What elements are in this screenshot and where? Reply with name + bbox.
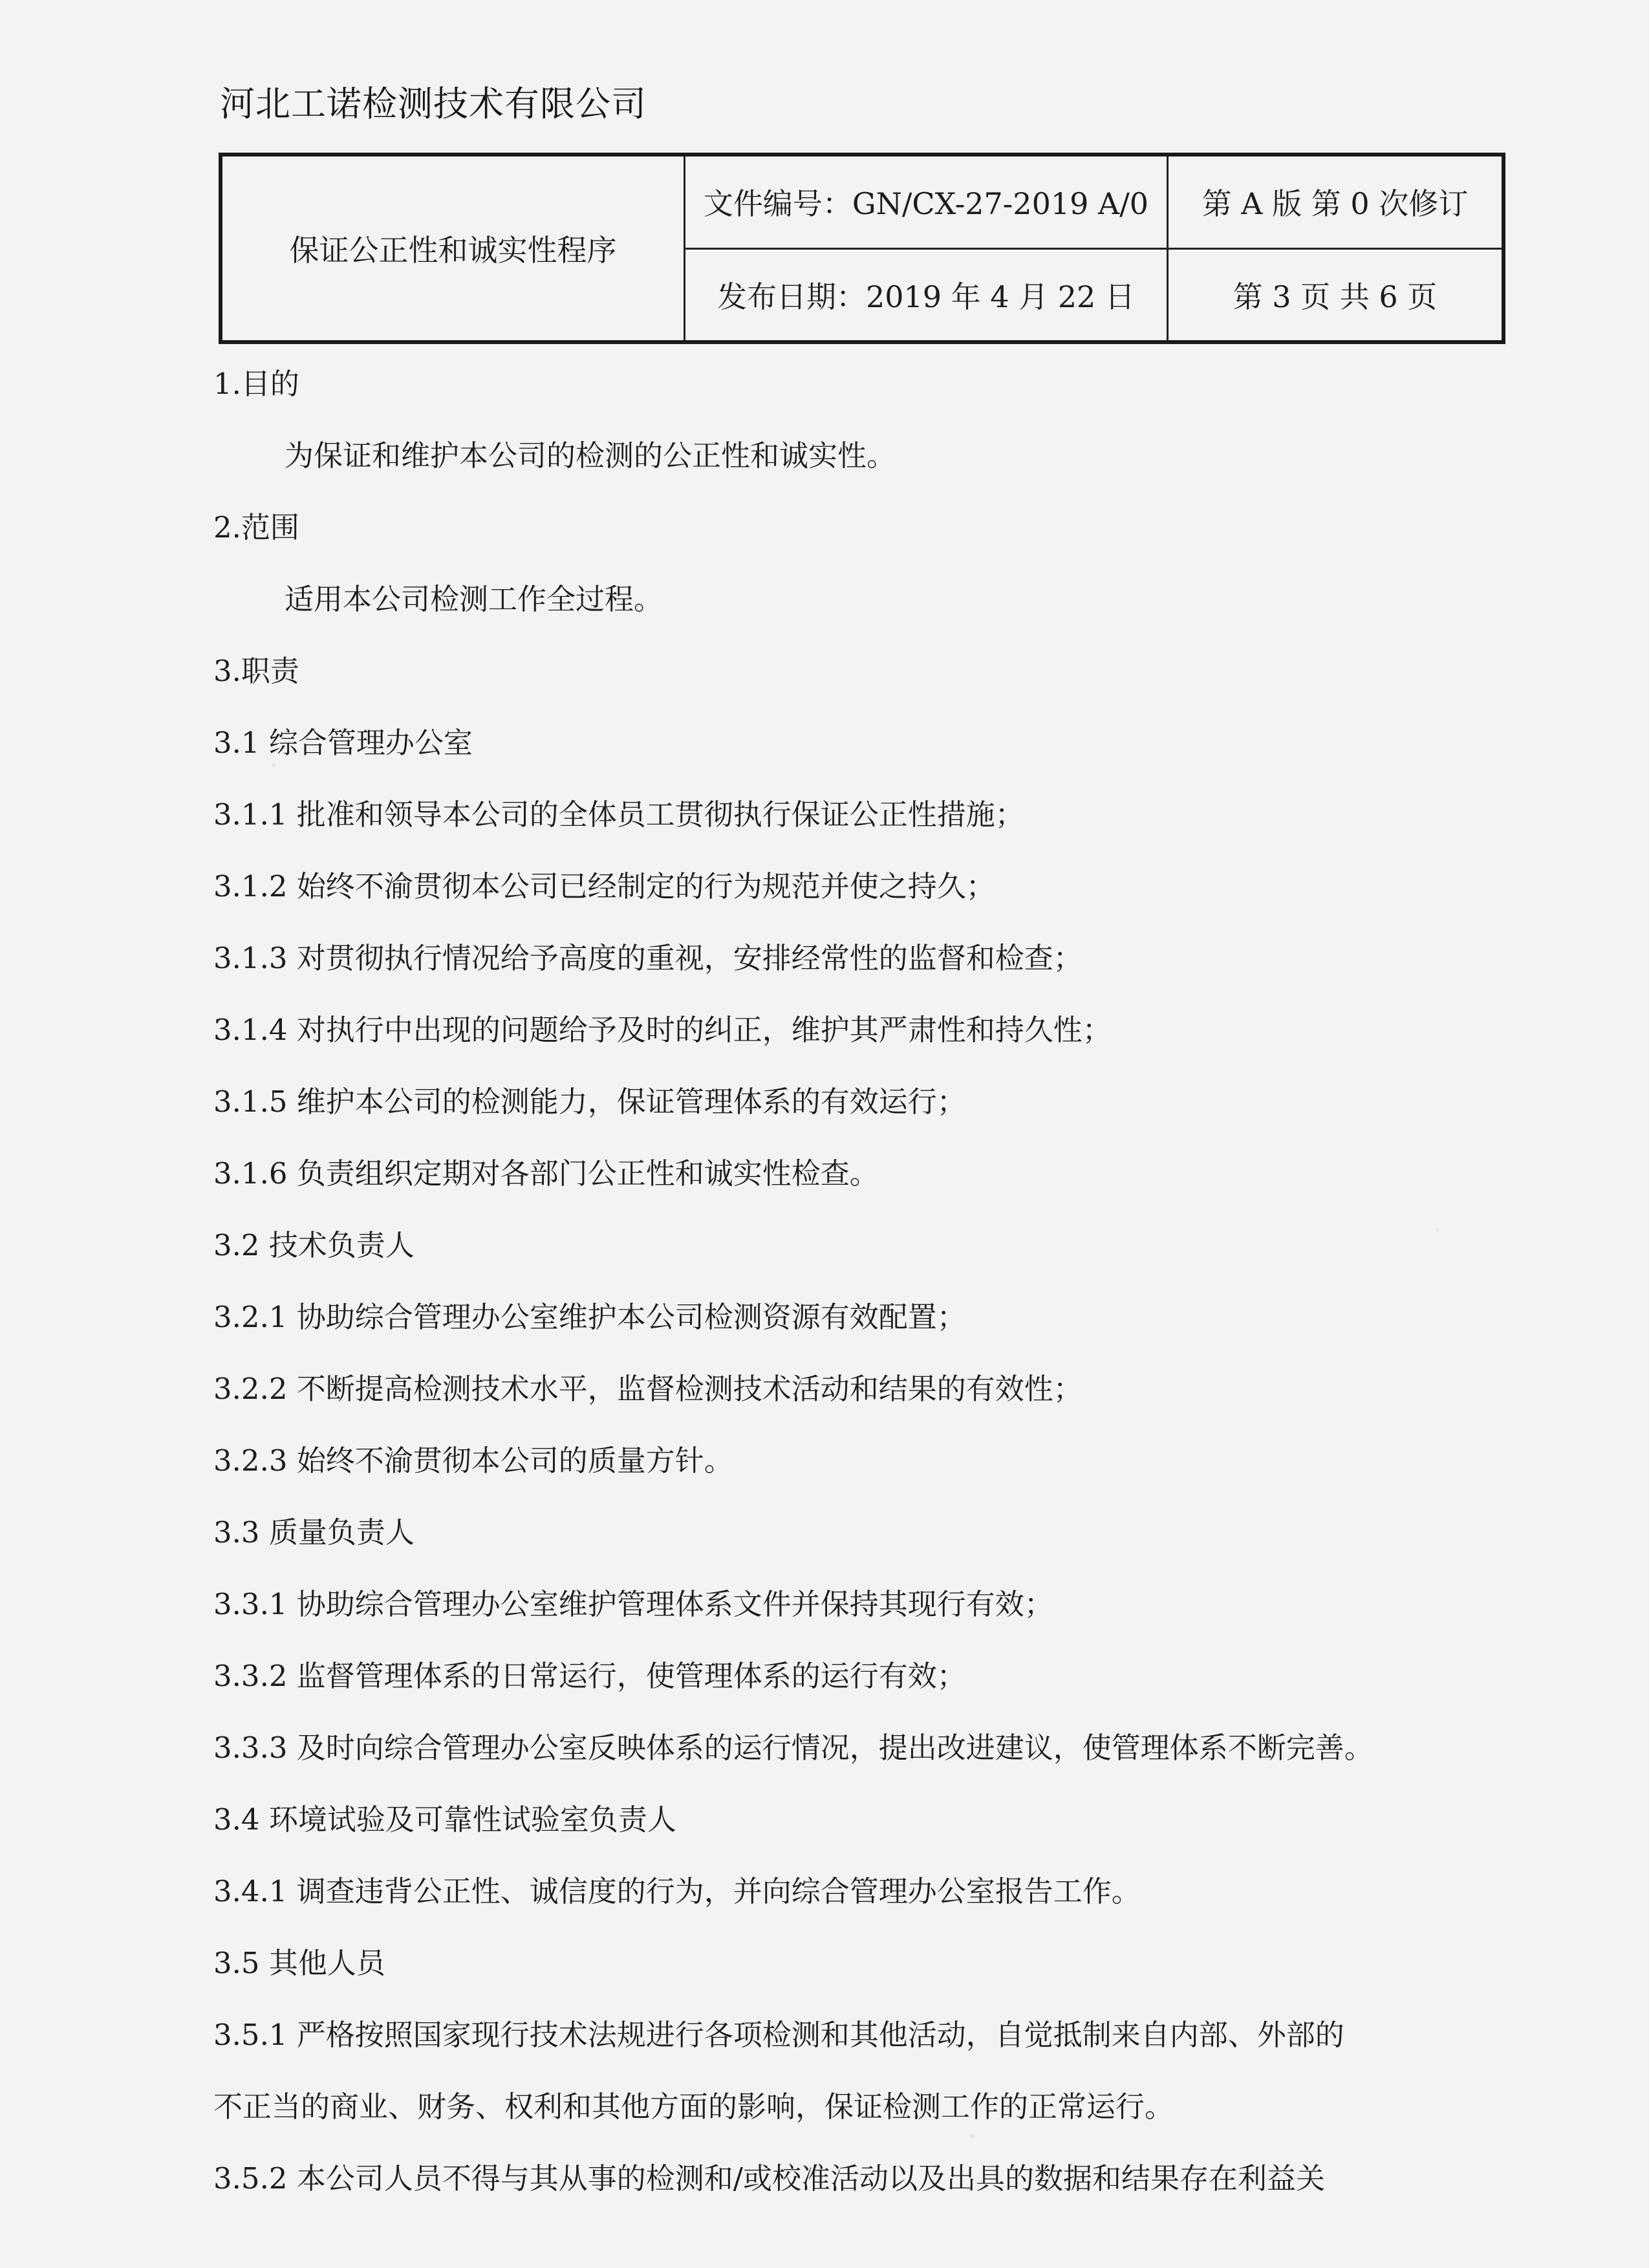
document-body: [213, 365, 1507, 2232]
subsection-heading: 3.5 其他人员: [213, 1946, 385, 1980]
list-item-continuation: 不正当的商业、财务、权利和其他方面的影响，保证检测工作的正常运行。: [213, 2090, 1174, 2124]
list-item: 3.3.1 协助综合管理办公室维护管理体系文件并保持其现行有效；: [213, 1587, 1053, 1621]
list-item: 3.1.1 批准和领导本公司的全体员工贯彻执行保证公正性措施；: [213, 797, 1024, 832]
list-item: 3.5.2 本公司人员不得与其从事的检测和/或校准活动以及出具的数据和结果存在利益关: [213, 2161, 1325, 2196]
list-item: 3.2.3 始终不渝贯彻本公司的质量方针。: [213, 1443, 733, 1478]
list-item: 3.5.1 严格按照国家现行技术法规进行各项检测和其他活动，自觉抵制来自内部、外部的: [213, 2018, 1344, 2052]
paragraph: 为保证和维护本公司的检测的公正性和诚实性。: [285, 438, 896, 473]
section-heading: 2.范围: [213, 510, 299, 545]
list-item: 3.1.3 对贯彻执行情况给予高度的重视，安排经常性的监督和检查；: [213, 941, 1083, 975]
list-item: 3.1.2 始终不渝贯彻本公司已经制定的行为规范并使之持久；: [213, 869, 995, 903]
subsection-heading: 3.3 质量负责人: [213, 1515, 415, 1550]
file-number: 文件编号：GN/CX-27-2019 A/0: [684, 155, 1167, 248]
issue-date: 发布日期：2019 年 4 月 22 日: [684, 248, 1167, 342]
subsection-heading: 3.4 环境试验及可靠性试验室负责人: [213, 1802, 676, 1837]
procedure-title: 保证公正性和诚实性程序: [221, 155, 684, 342]
subsection-heading: 3.1 综合管理办公室: [213, 726, 473, 760]
section-heading: 3.职责: [213, 654, 299, 688]
list-item: 3.3.2 监督管理体系的日常运行，使管理体系的运行有效；: [213, 1659, 966, 1693]
section-heading: 1.目的: [213, 367, 299, 401]
document-header-table: [219, 153, 1505, 344]
list-item: 3.3.3 及时向综合管理办公室反映体系的运行情况，提出改进建议，使管理体系不断完善。: [213, 1731, 1374, 1765]
list-item: 3.2.1 协助综合管理办公室维护本公司检测资源有效配置；: [213, 1300, 966, 1334]
list-item: 3.4.1 调查违背公正性、诚信度的行为，并向综合管理办公室报告工作。: [213, 1874, 1141, 1908]
list-item: 3.1.5 维护本公司的检测能力，保证管理体系的有效运行；: [213, 1085, 966, 1119]
list-item: 3.1.4 对执行中出现的问题给予及时的纠正，维护其严肃性和持久性；: [213, 1013, 1112, 1047]
subsection-heading: 3.2 技术负责人: [213, 1228, 415, 1262]
company-name: 河北工诺检测技术有限公司: [220, 83, 647, 124]
version-info: 第 A 版 第 0 次修订: [1167, 155, 1503, 248]
paragraph: 适用本公司检测工作全过程。: [285, 582, 663, 616]
list-item: 3.1.6 负责组织定期对各部门公正性和诚实性检查。: [213, 1156, 879, 1191]
page-info: 第 3 页 共 6 页: [1167, 248, 1503, 342]
list-item: 3.2.2 不断提高检测技术水平，监督检测技术活动和结果的有效性；: [213, 1372, 1083, 1406]
